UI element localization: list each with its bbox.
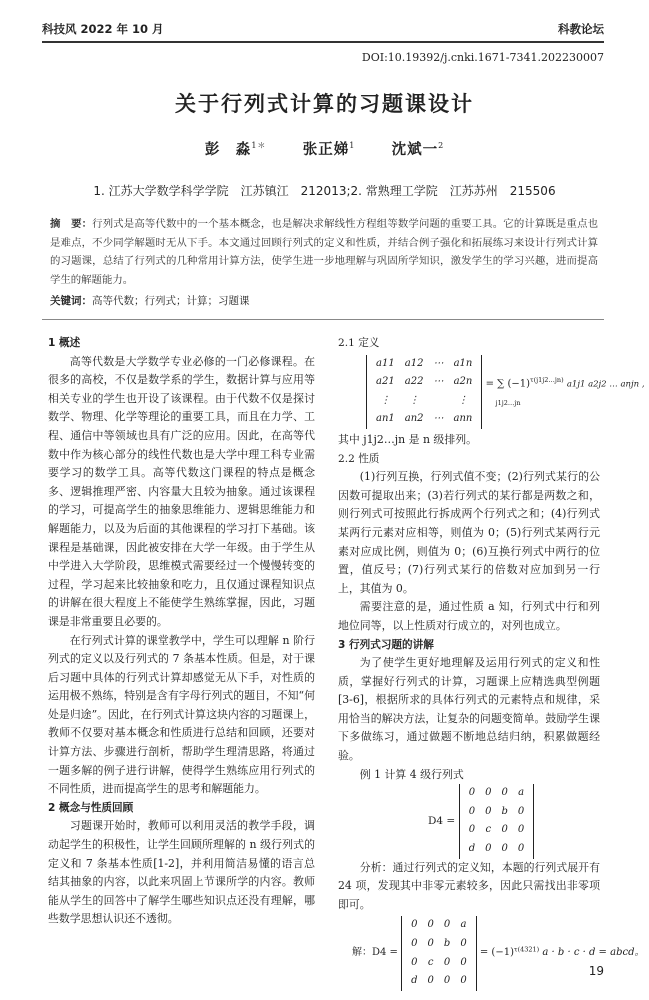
matrix-cell: 0 [427, 938, 434, 949]
matrix-cell: 0 [485, 843, 492, 855]
abstract [50, 215, 598, 289]
matrix-cell: 0 [411, 938, 418, 949]
section-1-title: 1 概述 [48, 337, 81, 349]
keywords [50, 293, 598, 308]
matrix-cell: 0 [460, 938, 467, 949]
matrix-cell: a [518, 787, 525, 799]
matrix-cell: 0 [485, 787, 492, 799]
matrix-cell: ⋯ [433, 413, 444, 425]
matrix-cell: ⋮ [457, 394, 468, 406]
abstract-label: 摘 要： [50, 218, 93, 230]
d4-label: D4 = [428, 815, 456, 828]
keywords-label: 关键词： [50, 295, 92, 307]
matrix-cell: an1 [376, 413, 395, 425]
keywords-text: 高等代数；行列式；计算；习题课 [92, 295, 250, 307]
author-3-sup: 2 [438, 141, 445, 151]
det-general [366, 355, 482, 429]
matrix-cell [429, 392, 449, 411]
matrix-cell: 0 [427, 919, 434, 931]
matrix-cell: 0 [517, 843, 525, 855]
matrix-cell: a11 [376, 357, 395, 369]
definition-formula [366, 355, 645, 429]
section-3-text: 为了使学生更好地理解及运用行列式的定义和性质，掌握好行列式的计算，习题课上应精选典型例题[3-6]，根据所求的具体行列式的元素特点和规律，采用恰当的解决方法，让复杂的问题变简单。鼓励学生课下多做练习，通过做题不断地总结归纳，积累做题经验。 [338, 656, 600, 763]
det-sup: τ(j1j2…jn) [529, 376, 564, 385]
matrix-cell: 0 [443, 956, 451, 968]
solution-tail: = (−1) [479, 947, 514, 959]
matrix-cell: a21 [376, 376, 395, 388]
author-1: 彭 淼 [204, 141, 252, 158]
matrix-cell: 0 [501, 787, 508, 799]
solution-label: 解：D4 = [352, 947, 398, 959]
paragraph-1: 高等代数是大学数学专业必修的一门必修课程。在很多的高校，不仅是数学系的学生，数据计算与应用等相关专业的学生也开设了该课程。由于代数不仅是探讨数学、物理、化学等理论的重要工具，而且在力学、工程、通信中等领域也具有广泛的应用。因此，在高等代数中作为核心部分的线性代数也是大学中理工科专业需要学习的数学工具。高等代数这门课程的特点是概念多、逻辑推理严密、内容量大且较为抽象。通过该课程的学习，可提高学生的抽象思维能力、逻辑思维能力和解题能力，以及为后面的其他课程的学习打下基础。该课程是基础课，因此被安排在大学一年级。由于学生从中学进入大学阶段，思维模式需要经过一个慢慢转变的过程，学习起来比较抽象和吃力，且仅通过课程知识点的讲解在很大程度上不能使学生熟练掌握，因此，习题课是非常重要且必要的。 [48, 354, 315, 628]
matrix-cell: an2 [404, 413, 424, 425]
abstract-rule [42, 319, 604, 320]
author-2: 张正娣 [302, 141, 350, 158]
matrix-cell: 0 [443, 919, 451, 931]
matrix-cell: 0 [443, 975, 451, 987]
abstract-text: 行列式是高等代数中的一个基本概念，也是解决求解线性方程组等数学问题的重要工具。它的计算既是重点也是难点，不少同学解题时无从下手。本文通过回顾行列式的定义和性质，并结合例子强化和拓展练习来设计行列式计算的习题课，总结了行列式的几种常用计算方法，使学生进一步地理解与巩固所学知识，激发学生的学习兴趣，进而提高学生的解题能力。 [50, 218, 599, 286]
doi: DOI:10.19392/j.cnki.1671-7341.202230007 [361, 51, 604, 64]
solution-end: a · b · c · d = abcd。 [542, 947, 645, 959]
matrix-cell: c [427, 956, 434, 968]
d4-matrix [459, 784, 535, 858]
solution-formula [352, 916, 645, 990]
matrix-cell: ⋮ [380, 394, 391, 406]
matrix-cell: ann [453, 413, 473, 425]
properties-text: (1)行列互换，行列式值不变；(2)行列式某行的公因数可提取出来；(3)若行列式的某行都是两数之和，则行列式可按照此行拆成两个行列式之和；(4)行列式某两行元素对应相等，则值为 0；(5)行列式某两行元素对应成比例，则值为 0；(6)互换行列式中两行的位置，值反号；(7)行列式某行的倍数对应加到另一行上，其值为 0。 [338, 470, 600, 595]
matrix-cell: a2n [453, 376, 473, 388]
authors [0, 138, 649, 159]
matrix-cell: 0 [501, 843, 508, 855]
right-column [338, 334, 645, 991]
author-2-sup: 1 [349, 141, 356, 151]
author-1-sup: 1＊ [251, 141, 267, 151]
matrix-cell: 0 [460, 975, 467, 987]
solution-sup: τ(4321) [513, 945, 540, 954]
solution-matrix [401, 916, 477, 990]
matrix-cell: 0 [517, 824, 525, 836]
journal-name: 科技风 2022 年 10 月 [42, 22, 164, 36]
section-3-title: 3 行列式习题的讲解 [338, 638, 434, 651]
example-1-title: 例 1 计算 4 级行列式 [359, 767, 464, 781]
matrix-cell: a12 [404, 357, 424, 369]
properties-note: 需要注意的是，通过性质 a 知，行列式中行和列地位同等，以上性质对行成立的，对列也成立。 [338, 600, 600, 632]
matrix-cell: d [411, 975, 418, 987]
example-1-det [428, 784, 600, 858]
det-sum-sub: j1j2…jn [495, 398, 521, 407]
matrix-cell: ⋯ [433, 357, 444, 369]
matrix-cell: 0 [411, 956, 418, 968]
page-number: 19 [588, 964, 604, 978]
paragraph-2: 在行列式计算的课堂教学中，学生可以理解 n 阶行列式的定义以及行列式的 7 条基本性质。但是，对于课后习题中具体的行列式计算却感觉无从下手，对性质的运用极不熟练，特别是含有字母行列式的题目，不知“何处是归途”。因此，在行列式计算这块内容的习题课上，教师不仅要对基本概念和性质进行总结和回顾，还要对计算方法、步骤进行剖析，帮助学生理清思路，将通过一题多解的例子进行讲解，使得学生熟练应用行列式的不同性质，进而提高学生的思考和解题能力。 [48, 633, 315, 796]
matrix-cell: b [443, 938, 451, 949]
matrix-cell: 0 [468, 787, 476, 799]
left-column [48, 334, 315, 929]
matrix-cell: a22 [404, 376, 424, 388]
matrix-cell: ⋯ [433, 376, 444, 388]
affiliation: 1. 江苏大学数学科学学院 江苏镇江 212013;2. 常熟理工学院 江苏苏州 215506 [93, 184, 556, 198]
matrix-cell: a1n [453, 357, 473, 369]
section-2-title: 2 概念与性质回顾 [48, 801, 134, 814]
matrix-cell: 0 [411, 919, 418, 931]
section-2-1-title: 2.1 定义 [338, 337, 380, 349]
section-2-2-title: 2.2 性质 [338, 452, 380, 465]
matrix-cell: b [501, 805, 508, 817]
article-title: 关于行列式计算的习题课设计 [175, 92, 474, 116]
author-3: 沈斌一 [391, 141, 439, 158]
matrix-cell: d [468, 843, 476, 855]
matrix-cell: 0 [460, 956, 467, 968]
matrix-cell: a [460, 919, 467, 931]
matrix-cell: 0 [468, 805, 476, 817]
column-name: 科教论坛 [558, 22, 604, 36]
matrix-cell: 0 [501, 824, 508, 836]
matrix-cell: 0 [468, 824, 476, 836]
paragraph-3: 习题课开始时，教师可以利用灵活的教学手段，调动起学生的积极性，让学生回顾所理解的 n 级行列式的定义和 7 条基本性质[1-2]，并利用简洁易懂的语言总结其抽象的内容，以此来巩固上节课所学的内容。教师能从学生的回答中了解学生哪些知识点还没有理解，哪些数学思想认识还不透彻。 [48, 819, 315, 926]
matrix-cell: ⋮ [409, 394, 420, 406]
det-tail: a1j1 a2j2 … anjn , [566, 379, 645, 390]
header-rule [42, 41, 604, 43]
matrix-cell: 0 [517, 805, 525, 817]
definition-note: 其中 j1j2…jn 是 n 级排列。 [338, 432, 477, 446]
analysis-text: 分析：通过行列式的定义知，本题的行列式展开有 24 项，发现其中非零元素较多，因此只需找出非零项即可。 [338, 860, 600, 911]
det-sum: = ∑ (−1) [485, 378, 530, 390]
matrix-cell: c [485, 824, 492, 836]
matrix-cell: 0 [485, 805, 492, 817]
matrix-cell: 0 [427, 975, 434, 987]
